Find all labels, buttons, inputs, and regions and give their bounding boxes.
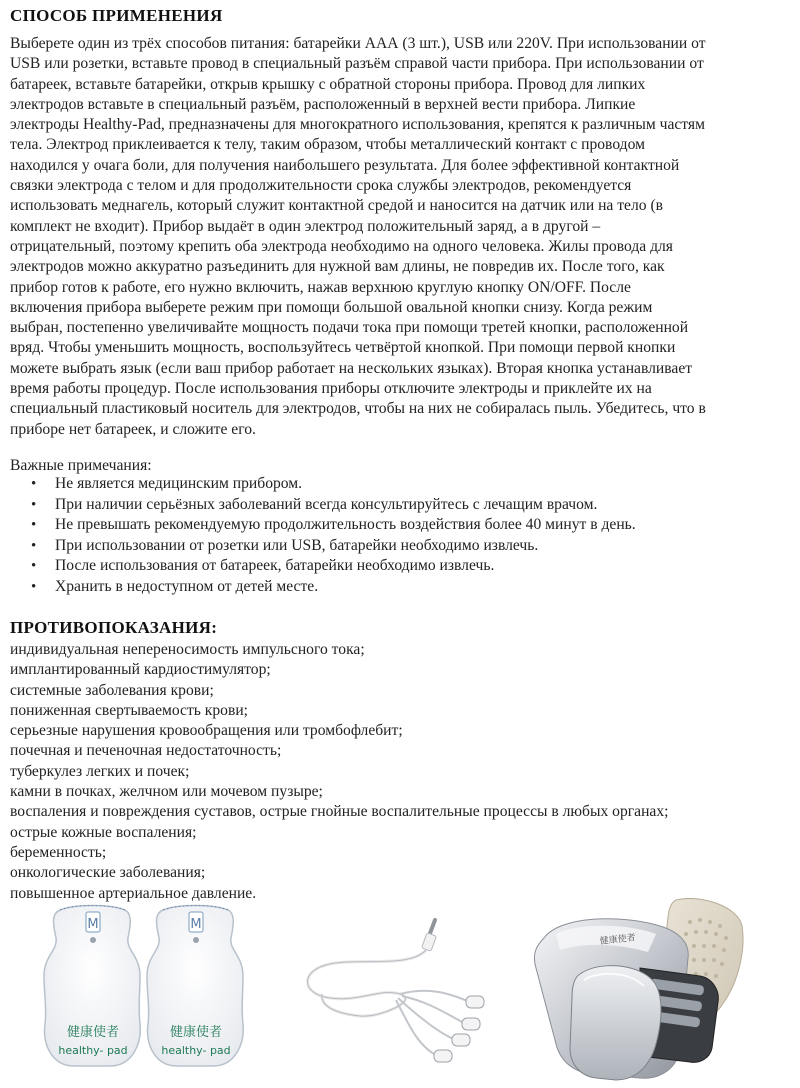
electrode-pad-right xyxy=(147,906,243,1067)
usage-line: тела. Электрод приклеивается к телу, таким образом, чтобы металлический контакт с проводом xyxy=(10,136,645,154)
usage-line: можете выбрать язык (если ваш прибор работает на нескольких языках). Вторая кнопка устанавливает xyxy=(10,359,693,377)
pad-chinese-label: 健康使者 xyxy=(169,1025,223,1040)
contraindications-title: ПРОТИВОПОКАЗАНИЯ: xyxy=(10,618,218,637)
list-item: • Не является медицинским прибором. xyxy=(0,474,636,495)
pad-english-label: healthy- pad xyxy=(58,1044,128,1057)
usage-line: время работы процедур. После использования приборы отключите электроды и приклейте их на xyxy=(10,380,652,398)
list-item: пониженная свертываемость крови; xyxy=(10,701,249,719)
product-photo xyxy=(0,898,800,1088)
list-item: серьезные нарушения кровообращения или тромбофлебит; xyxy=(10,722,403,740)
list-item: системные заболевания крови; xyxy=(10,681,214,699)
usage-line: комплект не входит). Прибор выдаёт в один электрод положительный заряд, а в другой – xyxy=(10,217,601,235)
list-item: онкологические заболевания; xyxy=(10,864,206,882)
usage-line: связки электрода с телом и для продолжительности срока службы электродов, рекомендуется xyxy=(10,177,632,195)
usage-line: включения прибора выберете режим при помощи большой овальной кнопки снизу. Когда режим xyxy=(10,298,653,316)
usage-line: USB или розетки, вставьте провод в специальный разъём справой части прибора. При использовании от xyxy=(10,55,704,73)
usage-line: приборе нет батареек, и сложите его. xyxy=(10,420,256,438)
usage-line: выбран, постепенно увеличивайте мощность подачи тока при помощи третей кнопки, расположенной xyxy=(10,319,689,337)
usage-paragraph xyxy=(10,34,795,440)
device-brand-label: 健康使者 xyxy=(599,933,637,947)
list-item: имплантированный кардиостимулятор; xyxy=(10,661,271,679)
list-item: повышенное артериальное давление. xyxy=(10,884,257,902)
list-item: острые кожные воспаления; xyxy=(10,823,197,841)
stimulator-device xyxy=(534,898,743,1080)
usage-line: прибор готов к работе, его нужно включить, нажав верхнюю круглую кнопку ON/OFF. После xyxy=(10,278,631,296)
usage-line: отрицательный, поэтому крепить оба электрода необходимо на одного человека. Жилы провода для xyxy=(10,237,673,255)
list-item: беременность; xyxy=(10,843,107,861)
notes-title: Важные примечания: xyxy=(10,457,152,474)
list-item: • При использовании от розетки или USB, батарейки необходимо извлечь. xyxy=(0,536,636,557)
list-item: • При наличии серьёзных заболеваний всегда консультируйтесь с лечащим врачом. xyxy=(0,495,636,516)
electrode-cable xyxy=(308,920,485,1062)
pad-english-label: healthy- pad xyxy=(161,1044,231,1057)
usage-line: находился у очага боли, для получения наибольшего результата. Для более эффективной контактной xyxy=(10,156,680,174)
usage-line: электродов можно аккуратно разъединить для нужной вам длины, не повредив их. После того, как xyxy=(10,258,665,276)
list-item: туберкулез легких и почек; xyxy=(10,762,190,780)
usage-line: электроды Healthy-Pad, предназначены для многократного использования, крепятся к различным частям xyxy=(10,116,705,134)
contraindications-list xyxy=(10,640,668,904)
pad-mark-text: M xyxy=(87,917,99,932)
list-item: • Хранить в недоступном от детей месте. xyxy=(0,577,636,598)
usage-line: специальный пластиковый носитель для электродов, чтобы на них не собиралась пыль. Убедитесь, что в xyxy=(10,400,706,418)
pad-chinese-label: 健康使者 xyxy=(66,1025,120,1040)
usage-line: электродов вставьте в специальный разъём, расположенный в верхней вести прибора. Липкие xyxy=(10,95,636,113)
list-item: почечная и печеночная недостаточность; xyxy=(10,742,282,760)
list-item: индивидуальная непереносимость импульсного тока; xyxy=(10,641,365,658)
electrode-pad-left xyxy=(44,906,140,1067)
list-item: • После использования от батареек, батарейки необходимо извлечь. xyxy=(0,556,636,577)
list-item: • Не превышать рекомендуемую продолжительность воздействия более 40 минут в день. xyxy=(0,515,636,536)
usage-section-title: СПОСОБ ПРИМЕНЕНИЯ xyxy=(10,6,223,25)
notes-list xyxy=(0,474,636,598)
usage-line: вряд. Чтобы уменьшить мощность, воспользуйтесь четвёртой кнопкой. При помощи первой кнопки xyxy=(10,339,676,357)
list-item: воспаления и повреждения суставов, острые гнойные воспалительные процессы в любых органах; xyxy=(10,803,669,821)
usage-line: батареек, вставьте батарейки, открыв крышку с обратной стороны прибора. Провод для липких xyxy=(10,75,646,93)
usage-line: использовать меднагель, который служит контактной средой и наносится на датчик или на тело (в xyxy=(10,197,664,215)
usage-line: Выберете один из трёх способов питания: батарейки ААА (3 шт.), USB или 220V. При использовании от xyxy=(10,35,706,52)
list-item: камни в почках, желчном или мочевом пузыре; xyxy=(10,783,323,801)
pad-mark-text: M xyxy=(190,917,202,932)
